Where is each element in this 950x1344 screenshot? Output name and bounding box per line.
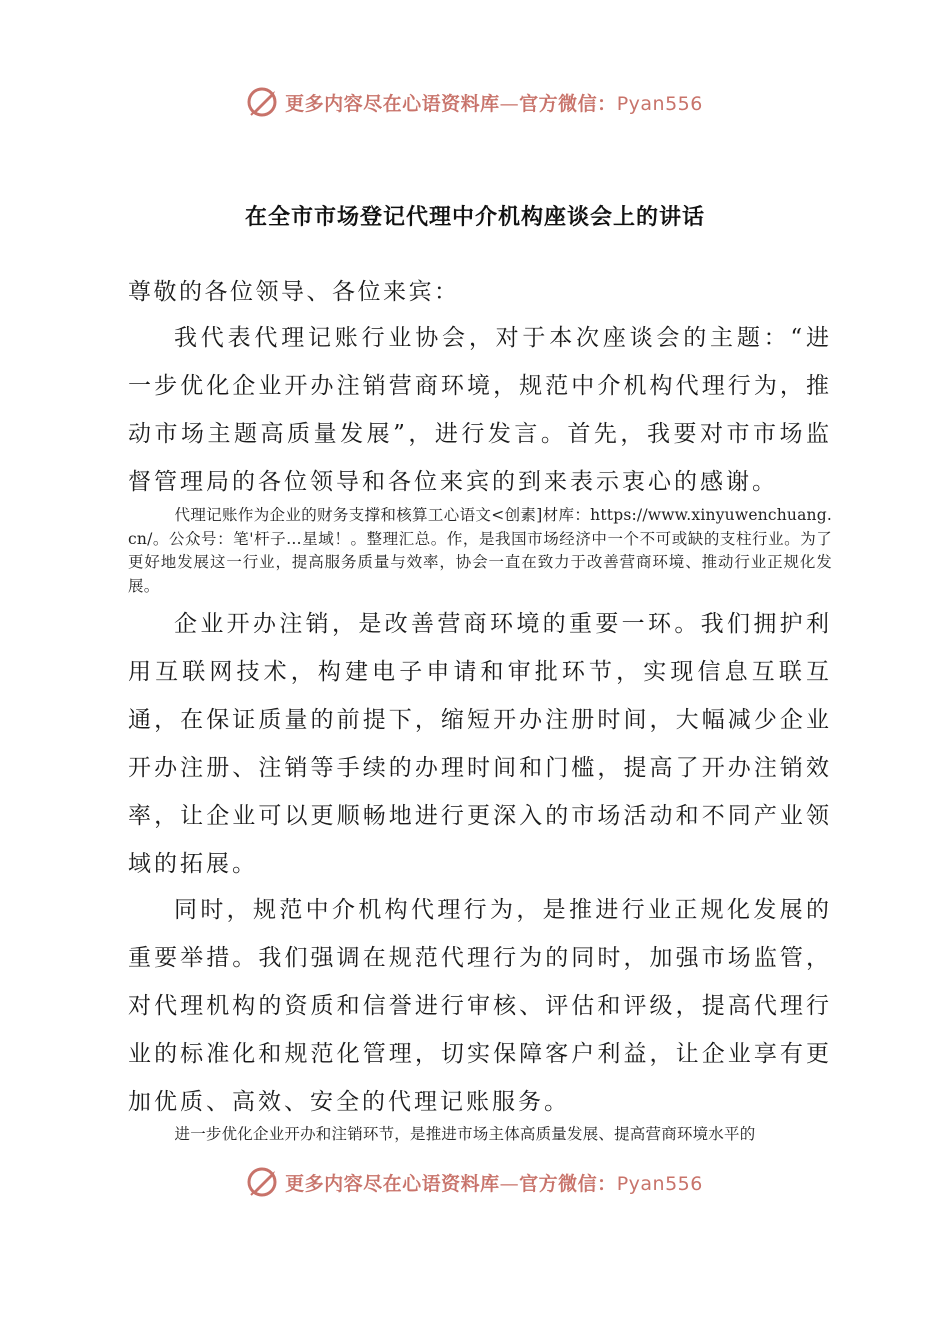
banner-dash: — [499, 1172, 520, 1195]
source-note: 代理记账作为企业的财务支撑和核算工心语文<创素]材库：https://www.xinyuwenchuang.cn/。公众号：笔'杆子…星域！。整理汇总。作，是我国市场经济中一个不可或缺的支柱行业。为了更好地发展这一行业，提高服务质量与效率，协会一直在致力于改善营商环境、推动行业正规化发展。 [128, 506, 832, 595]
paragraph-2: 企业开办注销，是改善营商环境的重要一环。我们拥护利用互联网技术，构建电子申请和审批环节，实现信息互联互通，在保证质量的前提下，缩短开办注册时间，大幅减少企业开办注册、注销等手续的办理时间和门槛，提高了开办注销效率，让企业可以更顺畅地进行更深入的市场活动和不同产业领域的拓展。 [128, 611, 832, 877]
paragraph-3: 同时，规范中介机构代理行为，是推进行业正规化发展的重要举措。我们强调在规范代理行为的同时，加强市场监管，对代理机构的资质和信誉进行审核、评估和评级，提高代理行业的标准化和规范化管理，切实保障客户利益，让企业享有更加优质、高效、安全的代理记账服务。 [128, 897, 832, 1115]
banner-main: 更多内容尽在心语资料库 [285, 1172, 500, 1195]
banner-text [285, 1169, 703, 1196]
banner-official: 官方微信： [519, 1172, 617, 1195]
banner-text [285, 89, 703, 116]
banner-main: 更多内容尽在心语资料库 [285, 92, 500, 115]
banner-account: Pyan556 [616, 1172, 703, 1195]
banner-official: 官方微信： [519, 92, 617, 115]
page-title: 在全市市场登记代理中介机构座谈会上的讲话 [244, 204, 705, 230]
salutation: 尊敬的各位领导、各位来宾： [128, 279, 460, 305]
pen-quill-logo-icon [247, 1165, 281, 1199]
footer-banner [0, 1162, 950, 1202]
banner-account: Pyan556 [616, 92, 703, 115]
paragraph-1: 我代表代理记账行业协会，对于本次座谈会的主题：“进一步优化企业开办注销营商环境，规范中介机构代理行为，推动市场主题高质量发展”，进行发言。首先，我要对市市场监督管理局的各位领导和各位来宾的到来表示衷心的感谢。 [128, 325, 832, 495]
banner-dash: — [499, 92, 520, 115]
paragraph-tail: 进一步优化企业开办和注销环节，是推进市场主体高质量发展、提高营商环境水平的 [174, 1125, 756, 1143]
header-banner [0, 82, 950, 122]
pen-quill-logo-icon [247, 85, 281, 119]
